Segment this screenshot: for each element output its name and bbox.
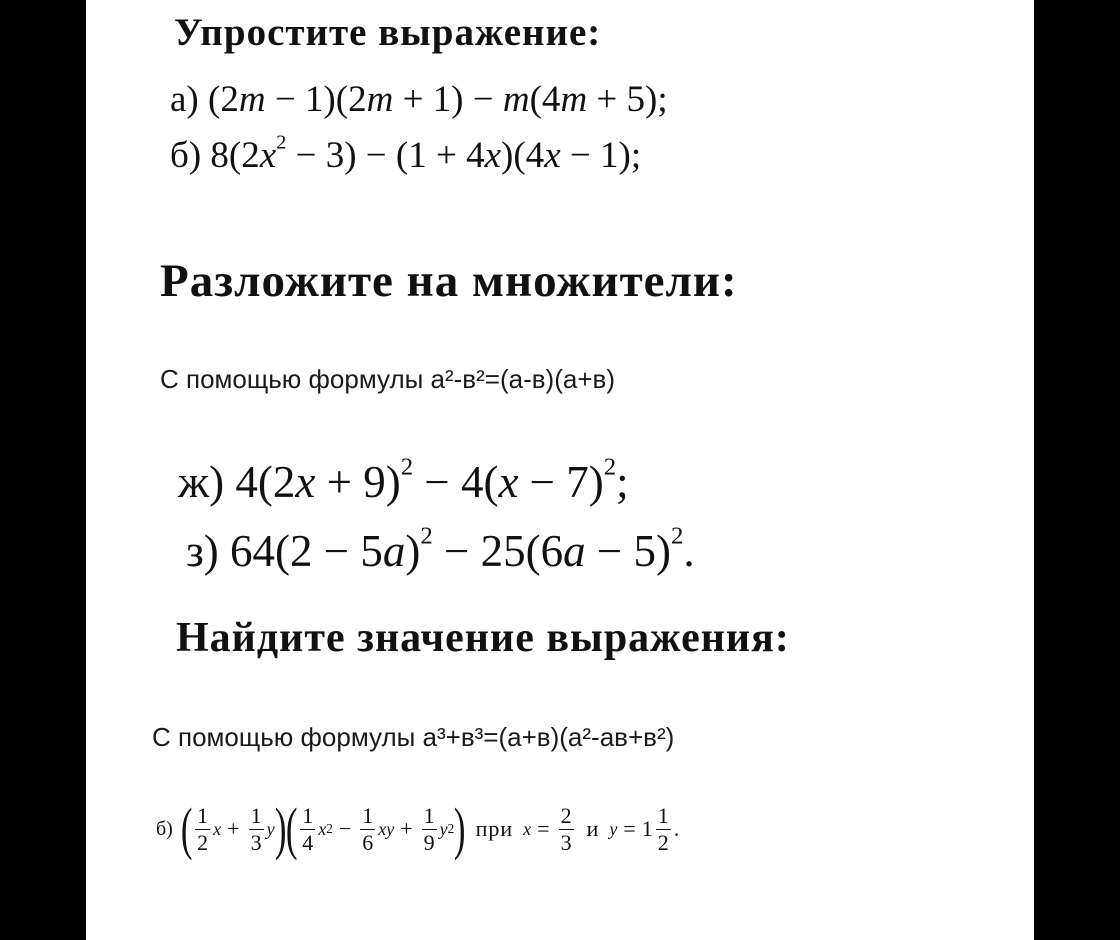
item-label-a: а) bbox=[170, 79, 199, 120]
worksheet-page bbox=[86, 0, 1034, 940]
item-label-b2: б) bbox=[156, 817, 173, 840]
right-paren: ) bbox=[274, 796, 287, 861]
fraction: $\frac{1}{2}$ bbox=[197, 802, 209, 855]
fraction: $\frac{1}{4}$ bbox=[302, 802, 314, 855]
section-title-simplify: Упростите выражение: bbox=[174, 11, 602, 54]
fraction: $\frac{1}{2}$ bbox=[657, 802, 669, 855]
fraction: $\frac{1}{6}$ bbox=[362, 802, 374, 855]
fraction: $\frac{2}{3}$ bbox=[560, 802, 572, 855]
right-paren: ) bbox=[454, 796, 466, 861]
left-paren: ( bbox=[285, 796, 298, 861]
fraction: $\frac{1}{3}$ bbox=[250, 802, 262, 855]
left-paren: ( bbox=[180, 796, 193, 861]
item-label-zh: ж) bbox=[178, 457, 225, 507]
item-label-b: б) bbox=[170, 135, 202, 176]
expression-b: б) $8(2x^2 - 3) - (1 + 4x)(4x - 1)$; bbox=[170, 131, 642, 176]
expression-evaluate-b: б) ( $\frac{1}{2}$ x + $\frac{1}{3}$ y ) ( $\frac{1}{4}$ x 2 − $\frac{1}{6}$ xy + $\frac{1}{9}$ y 2 ) при x = $\frac{2}{3}$ и y = 1 $\frac{1}{2}$ . bbox=[156, 796, 680, 861]
expression-zh: ж) $4(2x + 9)^2 - 4(x - 7)^2$; bbox=[178, 453, 629, 507]
word-pri: при bbox=[475, 816, 514, 841]
expression-z: з) $64(2 - 5a)^2 - 25(6a - 5)^2$. bbox=[186, 522, 695, 576]
section-title-factor: Разложите на множители: bbox=[160, 255, 738, 307]
expression-a: а) (2m − 1)(2m + 1) − m(4m + 5); bbox=[170, 79, 668, 120]
fraction: $\frac{1}{9}$ bbox=[423, 802, 435, 855]
word-i: и bbox=[586, 816, 600, 841]
formula-hint-sum-of-cubes: С помощью формулы а³+в³=(а+в)(а²-ав+в²) bbox=[152, 722, 675, 752]
section-title-evaluate: Найдите значение выражения: bbox=[176, 615, 790, 661]
item-label-z: з) bbox=[186, 526, 219, 576]
formula-hint-difference-of-squares: С помощью формулы а²-в²=(а-в)(а+в) bbox=[160, 364, 615, 394]
